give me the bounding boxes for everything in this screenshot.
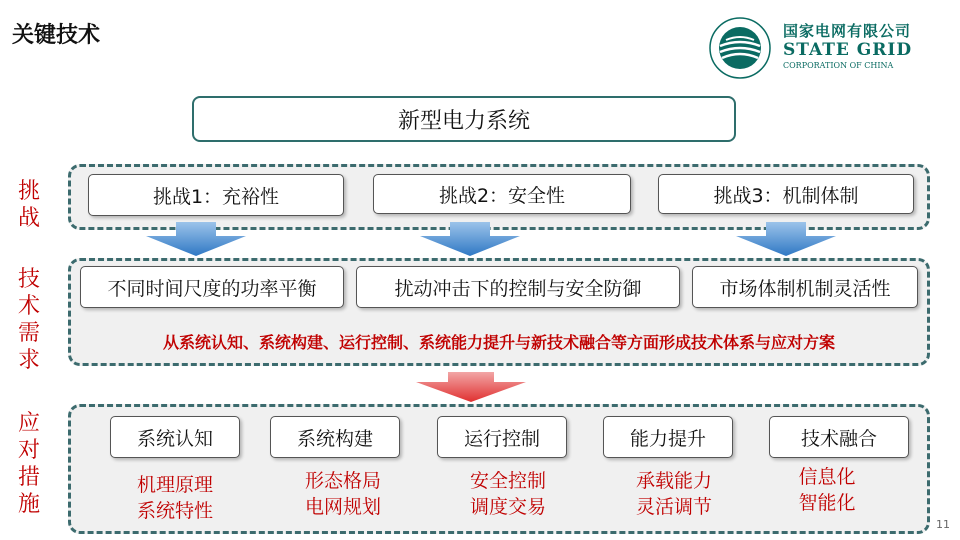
down-arrow-icon-3	[736, 222, 836, 256]
measure-box-3: 运行控制	[437, 416, 567, 458]
requirement-box-2: 扰动冲击下的控制与安全防御	[356, 266, 680, 308]
measure-items-5	[762, 464, 892, 516]
requirement-summary: 从系统认知、系统构建、运行控制、系统能力提升与新技术融合等方面形成技术体系与应对方案	[162, 333, 835, 352]
measure-items-3	[443, 468, 573, 520]
measure-item: 电网规划	[304, 496, 381, 518]
measure-item: 调度交易	[469, 496, 546, 518]
logo-chinese-name: 国家电网有限公司	[783, 22, 912, 40]
measure-item: 系统特性	[136, 500, 213, 522]
measure-item: 智能化	[798, 492, 856, 514]
challenge-box-2: 挑战2：安全性	[373, 174, 631, 214]
measure-box-5: 技术融合	[769, 416, 909, 458]
measure-items-2	[278, 468, 408, 520]
page-number: 11	[936, 518, 950, 531]
side-label-challenge	[16, 178, 42, 232]
side-label-challenge-text: 挑战	[17, 179, 40, 231]
measure-item: 承载能力	[635, 470, 712, 492]
side-label-response-text: 应对措施	[17, 411, 40, 517]
challenge-box-1: 挑战1：充裕性	[88, 174, 344, 216]
logo-english-name: STATE GRID	[783, 40, 913, 60]
state-grid-logo	[708, 14, 938, 80]
side-label-requirement	[16, 266, 42, 374]
down-arrow-icon-red	[416, 372, 526, 402]
measure-item: 灵活调节	[635, 496, 712, 518]
down-arrow-icon-1	[146, 222, 246, 256]
measure-items-4	[609, 468, 739, 520]
measure-box-4: 能力提升	[603, 416, 733, 458]
new-power-system-box: 新型电力系统	[192, 96, 736, 142]
measure-item: 安全控制	[469, 470, 546, 492]
state-grid-emblem-icon	[708, 16, 772, 80]
measure-item: 信息化	[798, 466, 856, 488]
measure-item: 形态格局	[304, 470, 381, 492]
measure-item: 机理原理	[136, 474, 213, 496]
requirement-box-1: 不同时间尺度的功率平衡	[80, 266, 344, 308]
measure-box-1: 系统认知	[110, 416, 240, 458]
requirement-box-3: 市场体制机制灵活性	[692, 266, 918, 308]
measure-items-1	[110, 472, 240, 524]
side-label-requirement-text: 技术需求	[17, 267, 40, 373]
down-arrow-icon-2	[420, 222, 520, 256]
challenge-box-3: 挑战3：机制体制	[658, 174, 914, 214]
logo-english-sub: CORPORATION OF CHINA	[783, 61, 894, 70]
page-title: 关键技术	[12, 23, 101, 48]
measure-box-2: 系统构建	[270, 416, 400, 458]
side-label-response	[16, 410, 42, 518]
